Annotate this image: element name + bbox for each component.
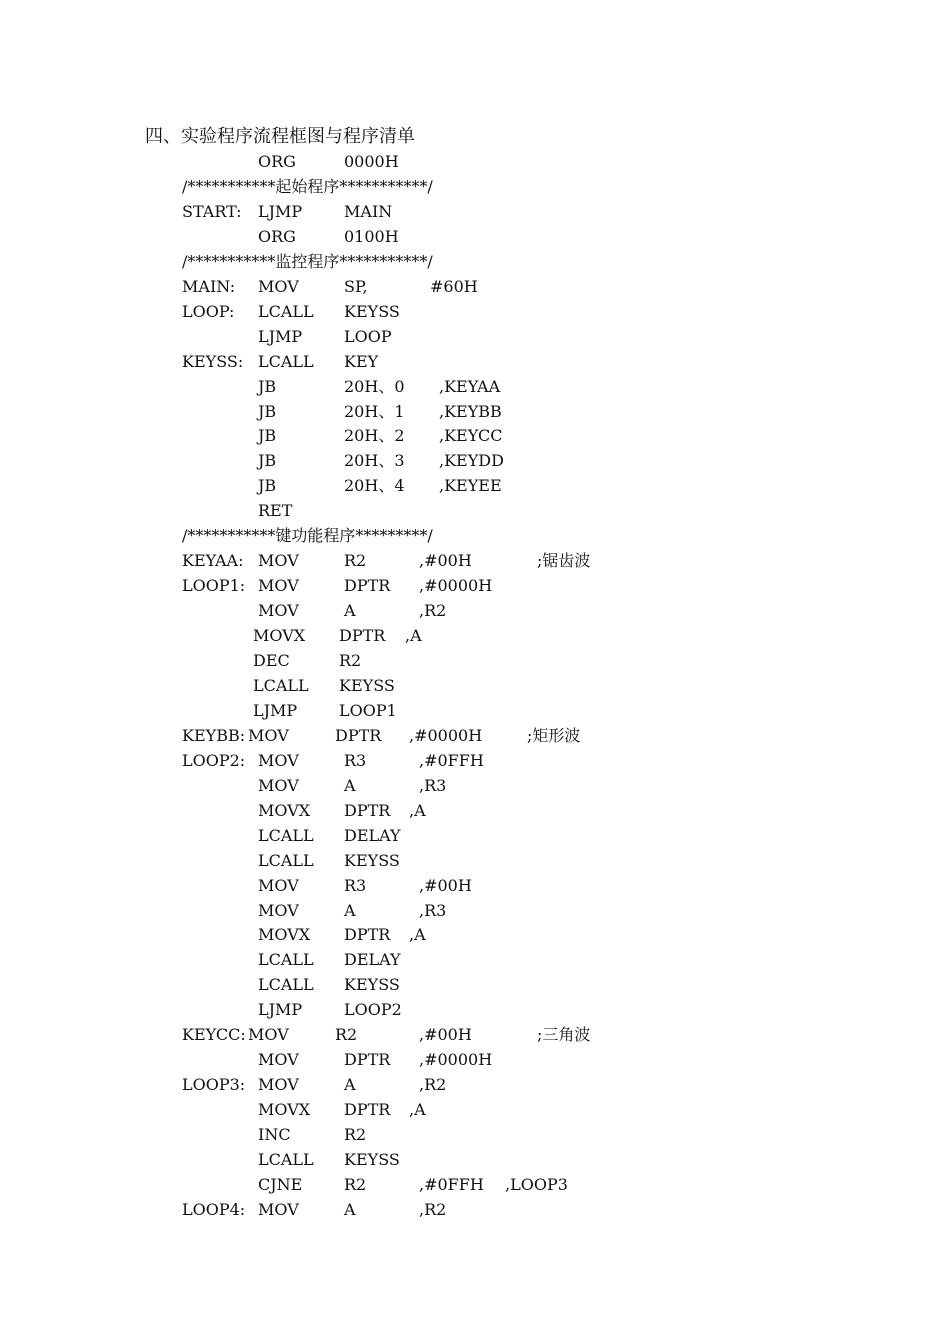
code-label: MAIN: [182,276,236,296]
code-label: LOOP1: [182,576,246,596]
code-operand: KEY [344,351,379,371]
code-operand-2: ,R2 [419,1199,447,1219]
code-line [0,623,950,648]
code-line [0,224,950,249]
code-opcode: MOV [258,551,299,571]
code-line [0,823,950,848]
code-opcode: DEC [253,651,290,670]
code-opcode: MOV [258,1075,299,1095]
code-operand: R3 [344,875,367,895]
code-operand: DELAY [344,825,401,845]
code-operand: LOOP2 [344,1000,402,1020]
code-operand: MAIN [344,201,393,221]
code-operand-2: ,KEYCC [439,426,503,446]
code-line [0,548,950,573]
code-operand-2: ,R2 [419,601,447,621]
code-line [0,498,950,523]
code-operand: R2 [344,1174,367,1194]
code-operand-2: ,#0000H [419,576,493,596]
banner-text: /***********键功能程序*********/ [182,526,433,546]
code-operand: R2 [335,1025,358,1045]
code-opcode: MOV [258,750,299,770]
code-operand-2: ,#0FFH [419,750,484,770]
code-operand: DPTR [344,1100,391,1120]
code-opcode: MOV [258,576,299,596]
code-line [0,349,950,374]
code-line [0,149,950,174]
code-opcode: INC [258,1125,291,1145]
code-opcode: MOV [258,875,299,895]
code-opcode: LCALL [258,301,314,321]
code-opcode: MOV [248,725,289,745]
code-line [0,947,950,972]
code-opcode: MOV [258,775,299,795]
code-opcode: MOV [258,1050,299,1070]
code-operand: 20H、2 [344,426,405,446]
code-operand: A [344,900,356,920]
code-opcode: MOV [258,900,299,920]
code-line [0,1047,950,1072]
code-operand: LOOP1 [339,700,397,720]
code-operand: 0100H [344,226,399,246]
code-opcode: MOVX [258,800,311,820]
code-operand: DPTR [344,800,391,820]
code-operand: R3 [344,750,367,770]
code-operand-2: ,R3 [419,900,447,920]
code-operand: 20H、3 [344,451,405,471]
code-line [0,848,950,873]
code-opcode: LCALL [253,675,309,695]
code-opcode: LCALL [258,950,314,970]
code-opcode: MOVX [258,925,311,945]
code-opcode: JB [258,376,277,396]
code-line [0,573,950,598]
code-line [0,673,950,698]
code-opcode: MOV [258,276,299,296]
code-line [0,972,950,997]
code-operand: A [344,1075,356,1095]
code-opcode: LJMP [258,1000,303,1020]
code-operand-2: ,KEYBB [439,401,502,421]
code-opcode: LCALL [258,850,314,870]
code-opcode: CJNE [258,1174,303,1194]
code-line [0,274,950,299]
code-opcode: MOVX [258,1100,311,1120]
code-label: START: [182,201,242,221]
code-comment: ;三角波 [537,1025,591,1045]
code-label: LOOP: [182,301,235,321]
code-line [0,199,950,224]
code-operand-2: ,A [409,1100,426,1120]
code-opcode: LJMP [258,326,303,346]
code-line [0,997,950,1022]
code-opcode: RET [258,501,293,521]
code-operand: 0000H [344,152,399,171]
code-operand: DELAY [344,950,401,970]
code-line [0,1147,950,1172]
code-operand: DPTR [339,626,386,646]
code-label: KEYAA: [182,551,244,571]
code-line [0,898,950,923]
code-operand-2: ,#00H [419,551,472,571]
code-line [0,773,950,798]
code-line [0,324,950,349]
code-operand: DPTR [344,576,391,596]
banner-text: /***********监控程序***********/ [182,251,433,271]
code-operand: A [344,601,356,621]
code-comment: ;矩形波 [527,725,581,745]
code-opcode: JB [258,476,277,496]
code-opcode: ORG [258,226,296,246]
section-banner-line [0,523,950,548]
code-operand: A [344,1199,356,1219]
code-opcode: MOV [248,1025,289,1045]
code-line [0,723,950,748]
code-operand-2: ,#0000H [419,1050,493,1070]
code-operand: LOOP [344,326,392,346]
code-opcode: LCALL [258,975,314,995]
code-opcode: LCALL [258,351,314,371]
code-operand-3: ,LOOP3 [505,1174,568,1194]
code-opcode: LCALL [258,825,314,845]
code-operand-2: ,#0FFH [419,1174,484,1194]
code-operand: A [344,775,356,795]
code-line [0,698,950,723]
code-line [0,748,950,773]
code-line [0,648,950,673]
code-operand: R2 [344,551,367,571]
code-line [0,798,950,823]
code-line [0,1097,950,1122]
code-operand: DPTR [335,725,382,745]
code-operand: KEYSS [344,301,400,321]
code-opcode: LCALL [258,1150,314,1169]
code-operand: 20H、4 [344,476,405,496]
code-operand-2: ,#00H [419,1025,472,1045]
code-operand-2: #60H [430,276,478,296]
code-line [0,448,950,473]
code-operand-2: ,#0000H [409,725,483,745]
code-operand: KEYSS [344,850,400,870]
code-label: LOOP4: [182,1199,246,1219]
code-label: KEYSS: [182,351,244,371]
code-operand-2: ,R3 [419,775,447,795]
code-opcode: MOV [258,1199,299,1219]
code-line [0,1022,950,1047]
code-operand-2: ,KEYEE [439,476,502,496]
code-line [0,1072,950,1097]
banner-text: /***********起始程序***********/ [182,176,433,196]
section-banner-line [0,249,950,274]
code-operand-2: ,KEYAA [439,376,501,396]
code-line [0,299,950,324]
code-label: LOOP2: [182,750,246,770]
code-line [0,598,950,623]
code-line [0,1172,950,1197]
code-opcode: JB [258,401,277,421]
code-operand: KEYSS [339,675,395,695]
section-heading: 四、实验程序流程框图与程序清单 [145,126,415,147]
code-opcode: LJMP [258,201,303,221]
code-operand: DPTR [344,1050,391,1070]
code-operand-2: ,A [409,800,426,820]
code-line [0,374,950,399]
code-label: KEYCC: [182,1025,246,1045]
code-opcode: MOVX [253,626,306,646]
code-line [0,1122,950,1147]
code-label: LOOP3: [182,1075,246,1095]
code-opcode: MOV [258,601,299,621]
code-opcode: ORG [258,152,296,171]
code-line [0,922,950,947]
code-operand: 20H、0 [344,376,405,396]
code-opcode: JB [258,426,277,446]
code-line [0,1197,950,1222]
code-operand-2: ,KEYDD [439,451,504,471]
code-operand: R2 [339,651,362,670]
code-operand: R2 [344,1125,367,1145]
code-line [0,473,950,498]
code-operand-2: ,A [409,925,426,945]
code-opcode: LJMP [253,700,298,720]
code-operand: KEYSS [344,1150,400,1169]
code-line [0,423,950,448]
code-operand: DPTR [344,925,391,945]
code-opcode: JB [258,451,277,471]
code-operand-2: ,A [405,626,422,646]
code-comment: ;锯齿波 [537,551,591,571]
code-operand-2: ,R2 [419,1075,447,1095]
section-banner-line [0,174,950,199]
code-operand: 20H、1 [344,401,405,421]
code-label: KEYBB: [182,725,246,745]
code-operand: SP, [344,276,368,296]
code-operand-2: ,#00H [419,875,472,895]
code-operand: KEYSS [344,975,400,995]
code-line [0,399,950,424]
code-line [0,873,950,898]
